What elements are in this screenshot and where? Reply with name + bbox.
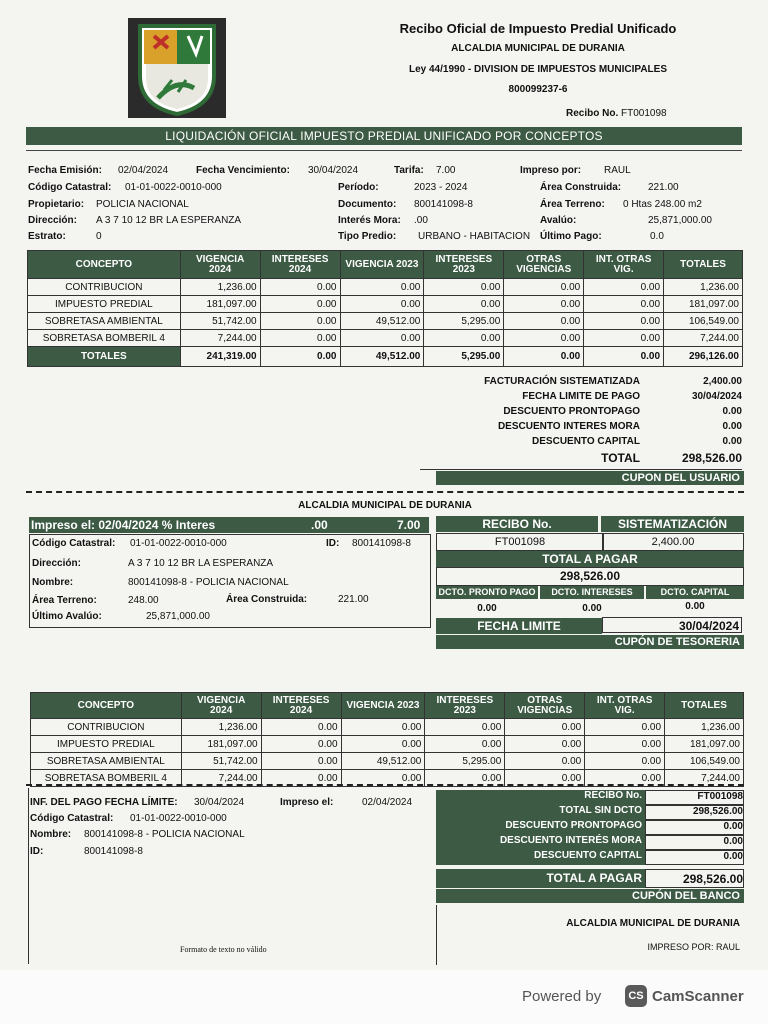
table-row [31,719,744,736]
amount-cell: 0.00 [504,313,584,330]
table-row [28,296,743,313]
amount-cell: 0.00 [505,770,585,787]
banco-codigo: 01-01-0022-0010-000 [130,813,227,824]
impreso-por: RAUL [604,165,631,176]
col-header: INTERESES 2024 [260,251,340,279]
header-ley: Ley 44/1990 - DIVISION DE IMPUESTOS MUNICIPALES [408,64,668,75]
teso-dcto-int: 0.00 [582,603,602,614]
periodo-label: Período: [338,182,379,193]
amount-cell: 0.00 [424,279,504,296]
amount-cell: 0.00 [341,736,425,753]
summary-block [420,376,742,470]
banco-total: 298,526.00 [645,869,744,888]
codigo-catastral: 01-01-0022-0010-000 [125,182,222,193]
receipt-title: Recibo Oficial de Impuesto Predial Unificado [399,21,677,36]
teso-avaluo: 25,871,000.00 [146,611,210,622]
banco-codigo-label: Código Catastral: [30,813,114,824]
amount-cell: 1,236.00 [664,279,743,296]
impreso-por-label: Impreso por: [520,165,582,176]
fecha-emision: 02/04/2024 [118,165,169,176]
amount-cell: 181,097.00 [181,736,261,753]
recibo-label: Recibo No. [566,108,619,119]
teso-recibo-hdr: RECIBO No. [436,516,598,532]
fecha-venc: 30/04/2024 [308,165,359,176]
col-header: TOTALES [664,251,743,279]
total-cell: 0.00 [584,347,664,367]
teso-avaluo-label: Último Avalúo: [32,611,102,622]
total-cell: 49,512.00 [340,347,424,367]
avaluo-label: Avalúo: [540,215,577,226]
amount-cell: 7,244.00 [180,330,260,347]
teso-dcto-cap-hdr: DCTO. CAPITAL [646,586,744,599]
concept-name: SOBRETASA BOMBERIL 4 [28,330,181,347]
banco-dcto-pronto-label: DESCUENTO PRONTOPAGO [436,820,645,835]
amount-cell: 1,236.00 [665,719,744,736]
concept-name: IMPUESTO PREDIAL [31,736,182,753]
banco-recibo: FT001098 [645,790,744,805]
amount-cell: 0.00 [260,330,340,347]
teso-codigo-label: Código Catastral: [32,538,116,549]
amount-cell: 0.00 [261,753,341,770]
banco-dcto-int-label: DESCUENTO INTERÉS MORA [436,835,645,850]
periodo: 2023 - 2024 [414,182,468,193]
banco-id: 800141098-8 [84,846,143,857]
amount-cell: 0.00 [504,296,584,313]
amount-cell: 0.00 [504,279,584,296]
amount-cell: 5,295.00 [424,313,504,330]
amount-cell: 49,512.00 [341,753,425,770]
col-header: INTERESES 2024 [261,693,341,719]
teso-codigo: 01-01-0022-0010-000 [130,538,227,549]
documento-label: Documento: [338,199,397,210]
concept-name: SOBRETASA AMBIENTAL [28,313,181,330]
col-header: VIGENCIA 2023 [341,693,425,719]
banco-dcto-pronto: 0.00 [645,820,744,835]
amount-cell: 1,236.00 [181,719,261,736]
teso-sist: 2,400.00 [602,533,744,551]
banco-summary [436,790,744,903]
totals-label: TOTALES [28,347,181,367]
teso-area-terreno-label: Área Terreno: [32,595,97,606]
area-construida: 221.00 [648,182,679,193]
teso-direccion: A 3 7 10 12 BR LA ESPERANZA [128,558,274,569]
amount-cell: 0.00 [505,736,585,753]
amount-cell: 0.00 [505,719,585,736]
table-row [28,313,743,330]
banco-dcto-cap: 0.00 [645,850,744,865]
col-header: INT. OTRAS VIG. [584,251,664,279]
dcto-pronto-label: DESCUENTO PRONTOPAGO [503,406,640,417]
fecha-venc-label: Fecha Vencimiento: [196,165,290,176]
banco-impreso-label: Impreso el: [280,797,334,808]
amount-cell: 0.00 [261,770,341,787]
teso-area-const: 221.00 [338,594,369,605]
total-value: 298,526.00 [681,451,742,465]
amount-cell: 0.00 [260,279,340,296]
teso-area-terreno: 248.00 [128,595,159,606]
concept-name: IMPUESTO PREDIAL [28,296,181,313]
teso-fecha-lim: 30/04/2024 [602,617,742,633]
teso-interes-label: % Interes [161,518,216,532]
amount-cell: 0.00 [584,296,664,313]
teso-recibo: FT001098 [436,533,604,551]
banco-sin-dcto: 298,526.00 [645,805,744,820]
amount-cell: 181,097.00 [665,736,744,753]
fecha-lim-label: FECHA LIMITE DE PAGO [522,391,640,402]
cupon-usuario: CUPON DEL USUARIO [436,471,744,485]
amount-cell: 181,097.00 [180,296,260,313]
col-header: INTERESES 2023 [425,693,505,719]
dcto-int-label: DESCUENTO INTERES MORA [497,421,640,432]
banco-alcaldia: ALCALDIA MUNICIPAL DE DURANIA [566,918,740,929]
amount-cell: 7,244.00 [664,330,743,347]
cupon-banco: CUPÓN DEL BANCO [436,889,744,903]
cut-line [26,784,744,786]
banco-dcto-cap-label: DESCUENTO CAPITAL [436,850,645,865]
banco-total-label: TOTAL A PAGAR [436,869,645,888]
col-header: VIGENCIA 2023 [340,251,424,279]
teso-direccion-label: Dirección: [32,558,81,569]
total-cell: 241,319.00 [180,347,260,367]
amount-cell: 49,512.00 [340,313,424,330]
municipal-shield-logo [128,18,226,118]
teso-impreso-bar [29,517,429,533]
documento: 800141098-8 [414,199,473,210]
teso-area-const-label: Área Construida: [226,594,308,605]
banco-impreso: 02/04/2024 [362,797,413,808]
teso-id: 800141098-8 [352,538,411,549]
banco-nombre: 800141098-8 - POLICIA NACIONAL [84,829,245,840]
total-label: TOTAL [601,451,640,465]
amount-cell: 0.00 [261,719,341,736]
cut-line [26,491,744,493]
interes-mora: .00 [414,215,428,226]
recibo-value: FT001098 [621,108,667,119]
fecha-lim-value: 30/04/2024 [691,391,742,402]
total-cell: 0.00 [260,347,340,367]
teso-total-hdr: TOTAL A PAGAR [436,551,744,567]
col-header: CONCEPTO [28,251,181,279]
codigo-label: Código Catastral: [28,182,112,193]
banco-inf-label: INF. DEL PAGO FECHA LÍMITE: [30,797,178,808]
col-header: TOTALES [665,693,744,719]
area-terreno: 0 Htas 248.00 m2 [623,199,702,210]
amount-cell: 0.00 [261,736,341,753]
teso-alcaldia: ALCALDIA MUNICIPAL DE DURANIA [298,500,472,511]
header-nit: 800099237-6 [508,84,568,95]
powered-by: Powered by [522,988,602,1005]
amount-cell: 0.00 [585,719,665,736]
teso-nombre-label: Nombre: [32,577,74,588]
dcto-pronto-value: 0.00 [722,406,742,417]
fecha-emision-label: Fecha Emisión: [28,165,102,176]
amount-cell: 0.00 [584,330,664,347]
teso-id-label: ID: [326,538,340,549]
amount-cell: 0.00 [260,313,340,330]
amount-cell: 0.00 [585,753,665,770]
amount-cell: 7,244.00 [665,770,744,787]
amount-cell: 7,244.00 [181,770,261,787]
col-header: OTRAS VIGENCIAS [504,251,584,279]
banco-recibo-label: RECIBO No. [436,790,645,805]
col-header: CONCEPTO [31,693,182,719]
amount-cell: 0.00 [585,770,665,787]
teso-dcto-pronto: 0.00 [477,603,497,614]
teso-total: 298,526.00 [436,567,744,586]
col-header: OTRAS VIGENCIAS [505,693,585,719]
ultimo-pago-label: Último Pago: [540,231,602,242]
teso-int-val: .00 [311,518,328,532]
conceptos-table [27,250,743,367]
teso-nombre: 800141098-8 - POLICIA NACIONAL [128,577,289,588]
amount-cell: 0.00 [340,279,424,296]
banco-dcto-int: 0.00 [645,835,744,850]
amount-cell: 181,097.00 [664,296,743,313]
banco-nombre-label: Nombre: [30,829,72,840]
teso-sist-hdr: SISTEMATIZACIÓN [601,516,744,532]
header-alcaldia: ALCALDIA MUNICIPAL DE DURANIA [451,43,625,54]
amount-cell: 0.00 [341,719,425,736]
teso-impreso: 02/04/2024 [98,518,159,532]
amount-cell: 51,742.00 [181,753,261,770]
banco-sin-dcto-label: TOTAL SIN DCTO [436,805,645,820]
table-row [28,279,743,296]
amount-cell: 0.00 [505,753,585,770]
tarifa: 7.00 [436,165,456,176]
col-header: VIGENCIA 2024 [180,251,260,279]
conceptos-table-banco [30,692,744,787]
teso-impreso-label: Impreso el: [31,518,96,532]
direccion-label: Dirección: [28,215,77,226]
camscanner-brand: CamScanner [652,988,744,1005]
teso-dcto-pronto-hdr: DCTO. PRONTO PAGO [436,586,538,599]
avaluo: 25,871,000.00 [648,215,712,226]
col-header: INT. OTRAS VIG. [585,693,665,719]
concept-name: CONTRIBUCION [31,719,182,736]
amount-cell: 1,236.00 [180,279,260,296]
dcto-cap-value: 0.00 [722,436,742,447]
banco-id-label: ID: [30,846,44,857]
amount-cell: 51,742.00 [180,313,260,330]
teso-tarifa: 7.00 [397,518,421,532]
col-header: INTERESES 2023 [424,251,504,279]
estrato-label: Estrato: [28,231,66,242]
amount-cell: 0.00 [504,330,584,347]
tipo-predio: URBANO - HABITACION [418,231,531,242]
area-const-label: Área Construida: [540,182,622,193]
direccion: A 3 7 10 12 BR LA ESPERANZA [96,215,242,226]
table-row [31,753,744,770]
area-terreno-label: Área Terreno: [540,199,605,210]
teso-fecha-lim-hdr: FECHA LIMITE [436,618,602,634]
dcto-int-value: 0.00 [722,421,742,432]
amount-cell: 0.00 [584,313,664,330]
concept-name: SOBRETASA BOMBERIL 4 [31,770,182,787]
total-cell: 296,126.00 [664,347,743,367]
table-row [28,330,743,347]
interes-mora-label: Interés Mora: [338,215,401,226]
total-cell: 0.00 [504,347,584,367]
amount-cell: 0.00 [425,736,505,753]
banco-impreso-por: IMPRESO POR: RAUL [647,942,740,952]
teso-dcto-cap: 0.00 [685,601,705,612]
amount-cell: 0.00 [425,719,505,736]
propietario: POLICIA NACIONAL [96,199,189,210]
teso-dcto-int-hdr: DCTO. INTERESES [540,586,644,599]
col-header: VIGENCIA 2024 [181,693,261,719]
fact-label: FACTURACIÓN SISTEMATIZADA [484,376,640,387]
recibo-number-line [566,108,667,119]
amount-cell: 5,295.00 [425,753,505,770]
camscanner-icon: CS [625,985,647,1007]
banco-inf: 30/04/2024 [194,797,245,808]
fact-value: 2,400.00 [703,376,742,387]
ultimo-pago: 0.0 [650,231,664,242]
tipo-predio-label: Tipo Predio: [338,231,397,242]
amount-cell: 106,549.00 [664,313,743,330]
amount-cell: 0.00 [584,279,664,296]
cupon-tesoreria: CUPÓN DE TESORERIA [436,635,744,649]
amount-cell: 0.00 [424,330,504,347]
liquidacion-banner: LIQUIDACIÓN OFICIAL IMPUESTO PREDIAL UNIFICADO POR CONCEPTOS [26,127,742,145]
amount-cell: 0.00 [260,296,340,313]
tarifa-label: Tarifa: [394,165,424,176]
formato-note: Formato de texto no válido [180,945,267,954]
amount-cell: 0.00 [340,296,424,313]
amount-cell: 0.00 [585,736,665,753]
concept-name: CONTRIBUCION [28,279,181,296]
dcto-cap-label: DESCUENTO CAPITAL [532,436,640,447]
estrato: 0 [96,231,102,242]
amount-cell: 0.00 [340,330,424,347]
concept-name: SOBRETASA AMBIENTAL [31,753,182,770]
amount-cell: 106,549.00 [665,753,744,770]
table-row [31,736,744,753]
propietario-label: Propietario: [28,199,85,210]
amount-cell: 0.00 [341,770,425,787]
amount-cell: 0.00 [425,770,505,787]
amount-cell: 0.00 [424,296,504,313]
total-cell: 5,295.00 [424,347,504,367]
